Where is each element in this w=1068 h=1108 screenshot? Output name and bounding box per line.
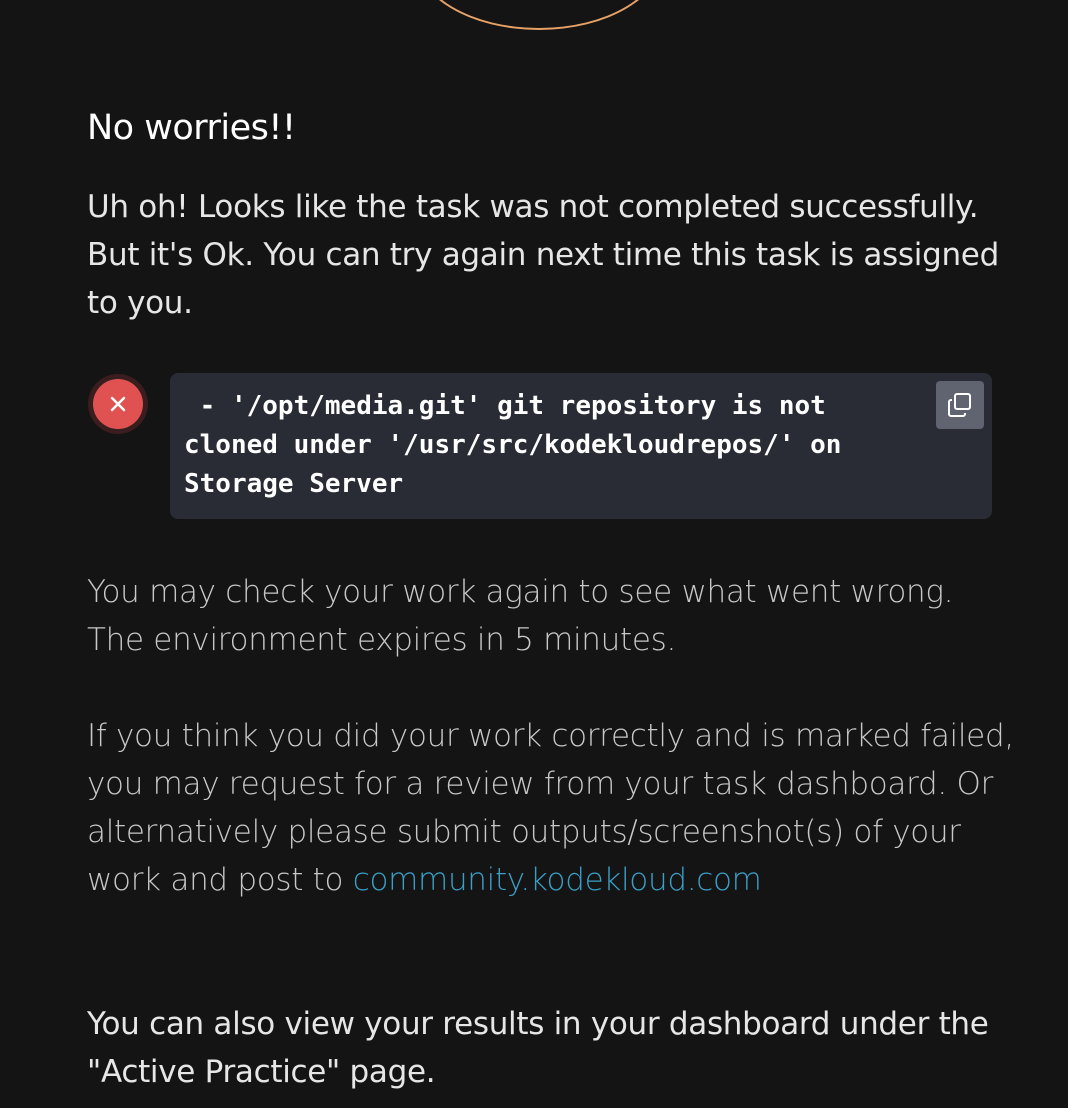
copy-icon (946, 391, 974, 419)
status-ring-arc (414, 0, 664, 30)
dashboard-results-text: You can also view your results in your dashboard under the "Active Practice" page. (87, 1006, 989, 1090)
status-ring (0, 0, 1068, 40)
review-request-prefix: If you think you did your work correctly and is marked failed, you may request for a review from your task dashboard. Or alternatively please submit outputs/screenshot(s) of your work and post to (87, 718, 1014, 898)
review-request-text (87, 712, 1017, 904)
copy-button[interactable] (936, 381, 984, 429)
intro-text: Uh oh! Looks like the task was not completed successfully. But it's Ok. You can try again next time this task is assigned to you. (87, 189, 999, 321)
community-link[interactable]: community.kodekloud.com (352, 862, 762, 898)
error-message-code-block: - '/opt/media.git' git repository is not cloned under '/usr/src/kodekloudrepos/' on Storage Server (170, 373, 992, 519)
close-circle-icon (93, 379, 143, 429)
check-work-text: You may check your work again to see what went wrong. The environment expires in 5 minutes. (87, 574, 954, 658)
page-title: No worries!! (87, 108, 296, 148)
error-icon (88, 374, 148, 434)
